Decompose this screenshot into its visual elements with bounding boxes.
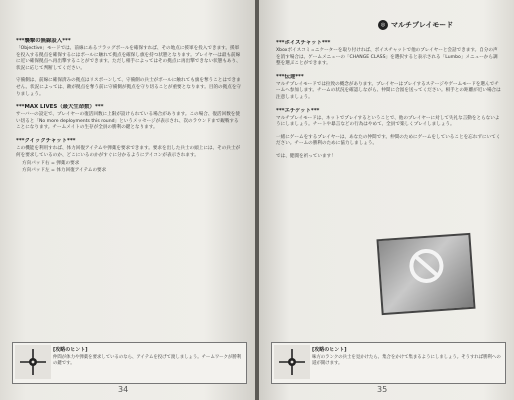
section-header	[378, 20, 453, 30]
hint-box	[271, 342, 506, 384]
section-body: サーバーの設定で、プレイヤーの復活回数に上限が設けられている場合があります。この場合、復活回数を使い切ると「No more deployments this round」というメッセージが表示され、次のラウンドまで観戦することになります。チームメイトの生存が全員の勝利の鍵となります。	[16, 112, 240, 131]
section-body: マルチプレイモードは、ネットでプレイするということで、他のプレイヤーに対して失礼な言動をとらないようにしましょう。チートや暴言などの行為はやめて、全員で楽しくプレイしましょう。	[276, 115, 500, 128]
section	[276, 40, 502, 68]
section-title: ***襲撃の無線設入***	[16, 38, 71, 44]
left-text-column	[16, 38, 242, 174]
section	[276, 154, 502, 161]
list-item: 方向パッド右 = 弾薬の要求	[22, 161, 80, 167]
bullet-list	[22, 161, 242, 174]
section-title: ***ボイスチャット***	[276, 40, 331, 46]
section-body: 一緒にゲームをするプレイヤーは、あなたの仲間です。仲間のためにゲームをしていることを忘れずにいてください。チームの勝利のために協力しましょう。	[276, 134, 501, 147]
right-text-column	[276, 40, 502, 161]
prohibition-icon	[407, 247, 445, 285]
section-body: 「Objective」モードでは、前線にあるフラッグポールを確保すれば、その地点に援軍を投入できます。援軍を投入する拠点を確保するにはポールに触れて拠点を確保し旗を持つ状態となります。プレイヤーは最も前線に近い確保拠点へ再出撃することができます。ただし相手によってはその拠点に再出撃できない状態もあり、状況に応じて判断してください。	[16, 46, 241, 71]
hint-body: 味方のランクの兵士を見かけたら、集合をかけて集まるようにしましょう。そうすれば勝利への道が開けます。	[312, 355, 501, 366]
section	[16, 38, 242, 72]
crosshair-icon	[274, 345, 310, 379]
page-number: 35	[377, 385, 388, 394]
section-body: では、健闘を祈っています！	[276, 153, 336, 159]
section-title: ***クイックチャット***	[16, 137, 76, 144]
section-body: Xboxボイスコミュニケーターを取り付ければ、ボイスチャットで他のプレイヤーと会話できます。自分の声を消す場合は、ゲームメニューの「CHANGE CLASS」を選択すると表示される「Lumbo」メニューから調整を選ぶことができます。	[276, 48, 498, 67]
list-item: 方向パッド左 = 体力回復アイテムの要求	[22, 167, 107, 173]
hint-title: [攻略のヒント]	[53, 347, 88, 353]
section	[16, 138, 242, 174]
hint-title: [攻略のヒント]	[312, 347, 347, 353]
section-body: 守備側は、前線に確保済みの拠点はリスポーンして、守備側の兵士がポールに触れても旗を奪うことはできません。状況によっては、敵が拠点を奪う前に守備側が拠点を守り切ることが重要となります。目的の拠点を守りましょう。	[16, 78, 242, 97]
section-body: この機能を利用すれば、体力回復アイテムや弾薬を要求できます。要求を出した兵士の頭上には、その兵士が何を要求しているのか、どこにいるのかがすぐに分かるようにアイコンが表示されます。	[16, 145, 241, 158]
crosshair-icon	[15, 345, 51, 379]
soldier-photo	[376, 233, 475, 315]
left-page	[0, 0, 255, 400]
section	[276, 108, 502, 129]
page-number: 34	[118, 385, 129, 394]
section	[16, 78, 242, 98]
game-logo-icon: ◎	[378, 20, 388, 30]
right-page	[259, 0, 514, 400]
hint-box	[12, 342, 247, 384]
hint-body: 仲間が体力や弾薬を要求しているのなら、アイテムを投げて渡しましょう。チームワークが勝利の鍵です。	[53, 355, 242, 366]
section	[276, 74, 502, 102]
section-title: ***MAX LIVES（最大生命数）***	[16, 104, 104, 111]
section-title: ***伝達***	[276, 73, 304, 80]
section	[16, 104, 242, 132]
section-body: マルチプレイモードでは拉致の概念があります。プレイヤーはプレイするステージやゲームモードを選んでチームへ参加します。チームの状況を確認しながら、仲間に合図を送ってください。相手との距離が近い場合は注意しましょう。	[276, 81, 501, 100]
section-title: ***エチケット***	[276, 107, 320, 114]
section	[276, 135, 502, 148]
header-title: マルチプレイモード	[391, 21, 454, 29]
